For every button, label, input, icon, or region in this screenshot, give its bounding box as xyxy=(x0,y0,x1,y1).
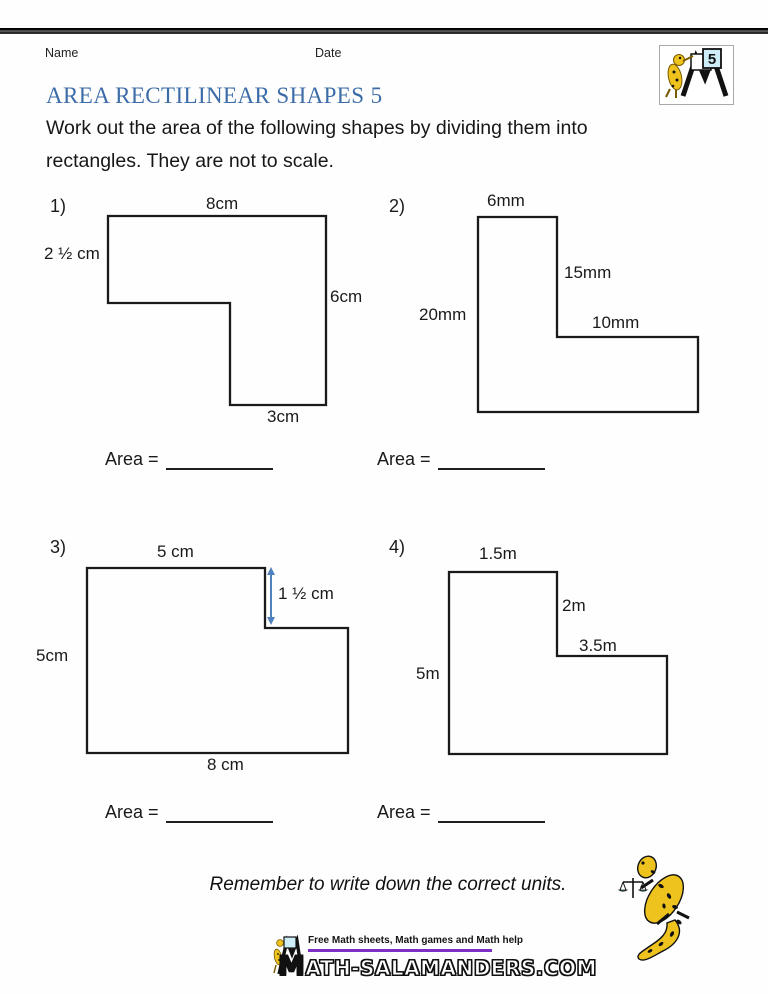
problem-1-number: 1) xyxy=(50,196,67,216)
problem-2-number: 2) xyxy=(389,196,406,216)
problem-2-dim-top: 6mm xyxy=(487,191,525,210)
problem-4-answer-blank xyxy=(438,804,545,823)
problem-3-area-label: Area = xyxy=(105,802,159,822)
problem-4-number: 4) xyxy=(389,537,406,557)
salamander-mascot-image xyxy=(617,852,712,964)
problem-2-dim-right: 15mm xyxy=(564,263,612,282)
date-label: Date xyxy=(315,46,342,60)
problem-1-dim-right: 6cm xyxy=(330,287,363,306)
problem-2-dim-step: 10mm xyxy=(592,313,640,332)
problem-2-dim-left: 20mm xyxy=(419,305,467,324)
notch-measure-arrow xyxy=(263,566,279,626)
problem-3-dim-notch: 1 ½ cm xyxy=(278,584,334,603)
problem-1-dim-bottom: 3cm xyxy=(267,407,300,426)
name-label: Name xyxy=(45,46,79,60)
grade-badge: 5 xyxy=(707,51,717,68)
footer-tagline: Free Math sheets, Math games and Math help xyxy=(308,935,524,946)
problem-3-dim-left: 5cm xyxy=(36,646,69,665)
top-rule-bar xyxy=(0,28,768,34)
problem-1-dim-top: 8cm xyxy=(206,194,239,213)
problem-2-answer-blank xyxy=(438,451,545,470)
problem-1-shape xyxy=(106,214,330,409)
problem-4-area-label: Area = xyxy=(377,802,431,822)
problem-1-answer-blank xyxy=(166,451,273,470)
problem-4-dim-top: 1.5m xyxy=(479,544,517,563)
problem-3-area-row xyxy=(105,802,273,823)
footer-logo-block xyxy=(272,930,597,982)
problem-4-shape xyxy=(447,570,672,758)
math-salamanders-grade-logo xyxy=(659,45,734,105)
problem-4-area-row xyxy=(377,802,545,823)
page-title: AREA RECTILINEAR SHAPES 5 xyxy=(46,83,383,108)
problem-4-dim-step: 3.5m xyxy=(579,636,617,655)
instructions-line1: Work out the area of the following shapes by dividing them into xyxy=(46,117,588,139)
problem-3-dim-bottom: 8 cm xyxy=(207,755,244,774)
problem-2-area-label: Area = xyxy=(377,449,431,469)
problem-3-dim-top: 5 cm xyxy=(157,542,194,561)
problem-2-area-row xyxy=(377,449,545,470)
problem-1-area-row xyxy=(105,449,273,470)
reminder-text: Remember to write down the correct units. xyxy=(209,874,567,895)
problem-1-dim-left: 2 ½ cm xyxy=(44,244,100,263)
instructions-line2: rectangles. They are not to scale. xyxy=(46,150,334,172)
problem-3-answer-blank xyxy=(166,804,273,823)
problem-4-dim-left: 5m xyxy=(416,664,440,683)
problem-3-number: 3) xyxy=(50,537,67,557)
salamander-easel-icon xyxy=(660,46,731,102)
problem-1-area-label: Area = xyxy=(105,449,159,469)
footer-wordmark: MATH-SALAMANDERS.COM xyxy=(278,951,597,982)
problem-2-shape xyxy=(476,215,702,415)
problem-4-dim-right: 2m xyxy=(562,596,586,615)
